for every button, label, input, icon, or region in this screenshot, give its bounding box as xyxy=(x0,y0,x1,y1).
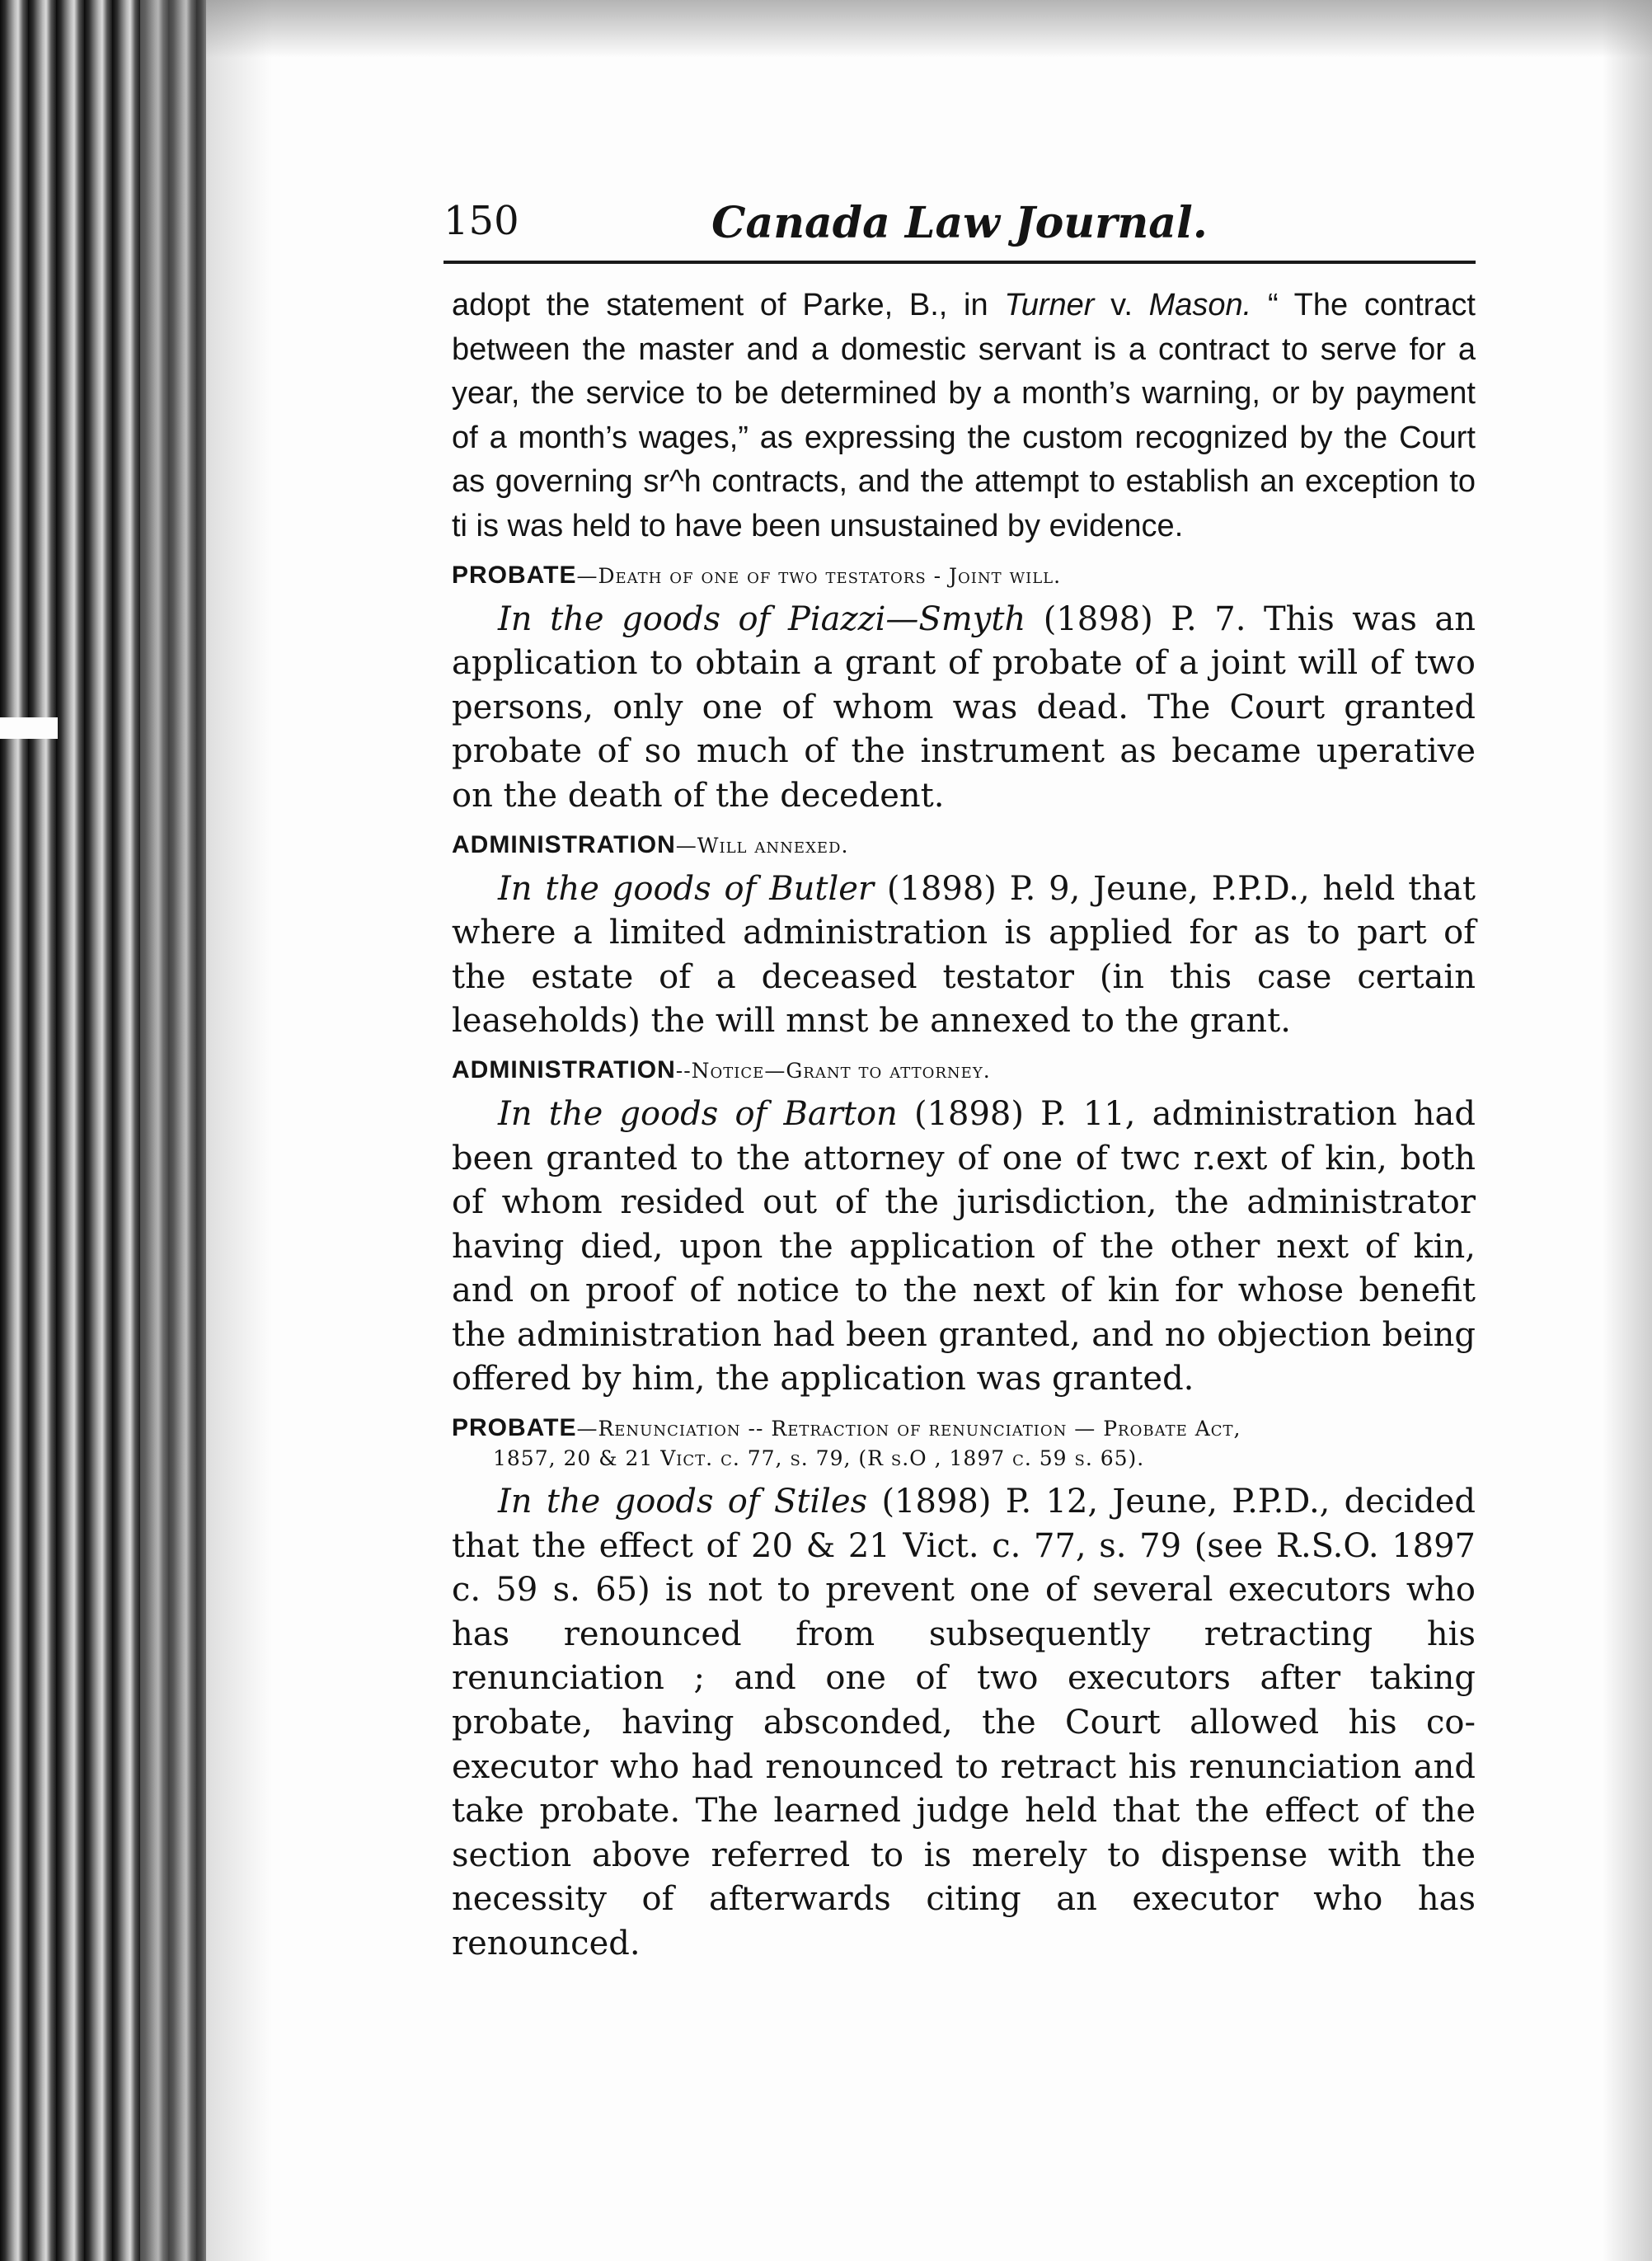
section-paragraph: In the goods of Butler (1898) P. 9, Jeune, P.P.D., held that where a limited administration is applied for as to part of the estate of a deceased testator (in this case certain leaseholds) the will mnst be annexed to the grant. xyxy=(452,869,1476,1041)
section-heading-administration xyxy=(452,1055,1476,1086)
section-keyword: ADMINISTRATION xyxy=(452,1055,676,1083)
page-header xyxy=(444,198,1476,264)
section-subhead-continued: 1857, 20 & 21 Vict. c. 77, s. 79, (R s.O , 1897 c. 59 s. 65). xyxy=(493,1446,1145,1471)
page-tab-mark xyxy=(0,717,58,739)
section-subhead: —Renunciation -- Retraction of renunciation — Probate Act, xyxy=(576,1417,1241,1441)
section-subhead: —Death of one of two testators - Joint will. xyxy=(576,563,1062,588)
section-heading-probate xyxy=(452,1413,1476,1474)
section-keyword: PROBATE xyxy=(452,1414,577,1442)
case-name: Turner xyxy=(1004,288,1095,322)
case-citation: In the goods of Piazzi—Smyth xyxy=(498,599,1026,638)
section-paragraph: In the goods of Stiles (1898) P. 12, Jeune, P.P.D., decided that the effect of 20 & 21 Vict. c. 77, s. 79 (see R.S.O. 1897 c. 59 s. 65) is not to prevent one of several executors who has renounced from subsequently retracting his renunciation ; and one of two executors after taking probate, having absconded, the Court allowed his co-executor who had renounced to retract his renunciation and take probate. The learned judge held that the effect of the section above referred to is merely to dispense with the necessity of afterwards citing an executor who has renounced. xyxy=(452,1483,1476,1963)
right-edge-shadow xyxy=(1603,0,1652,2261)
case-citation: In the goods of Butler xyxy=(498,869,875,908)
top-edge-shadow xyxy=(206,0,1652,58)
case-name: Mason. xyxy=(1148,288,1252,322)
journal-title: Canada Law Journal. xyxy=(711,198,1208,248)
section-paragraph: In the goods of Barton (1898) P. 11, administration had been granted to the attorney of one of twc r.ext of kin, both of whom resided out of the jurisdiction, the administrator having died, upon the application of the other next of kin, and on proof of notice to the next of kin for whose benefit the administration had been granted, and no objection being offered by him, the application was granted. xyxy=(452,1094,1476,1398)
case-citation: In the goods of Barton xyxy=(498,1094,898,1133)
intro-paragraph: adopt the statement of Parke, B., in Turner v. Mason. “ The contract between the master and a domestic servant is a contract to serve for a year, the service to be determined by a month’s warning, or by payment of a month’s wages,” as expressing the custom recognized by the Court as governing sr^h contracts, and the attempt to establish an exception to ti is was held to have been unsustained by evidence. xyxy=(452,288,1476,543)
page-body xyxy=(452,284,1476,1967)
page-number: 150 xyxy=(444,198,519,244)
gutter-shadow xyxy=(140,0,272,2261)
section-heading-administration xyxy=(452,830,1476,861)
section-subhead: --Notice—Grant to attorney. xyxy=(675,1058,991,1083)
section-keyword: PROBATE xyxy=(452,561,577,589)
section-paragraph: In the goods of Piazzi—Smyth (1898) P. 7. This was an application to obtain a grant of probate of a joint will of two persons, only one of whom was dead. The Court granted probate of so much of the instrument as became uperative on the death of the decedent. xyxy=(452,599,1476,815)
case-citation: In the goods of Stiles xyxy=(498,1483,868,1521)
section-heading-probate xyxy=(452,561,1476,591)
section-subhead: —Will annexed. xyxy=(675,833,849,858)
section-keyword: ADMINISTRATION xyxy=(452,830,676,858)
